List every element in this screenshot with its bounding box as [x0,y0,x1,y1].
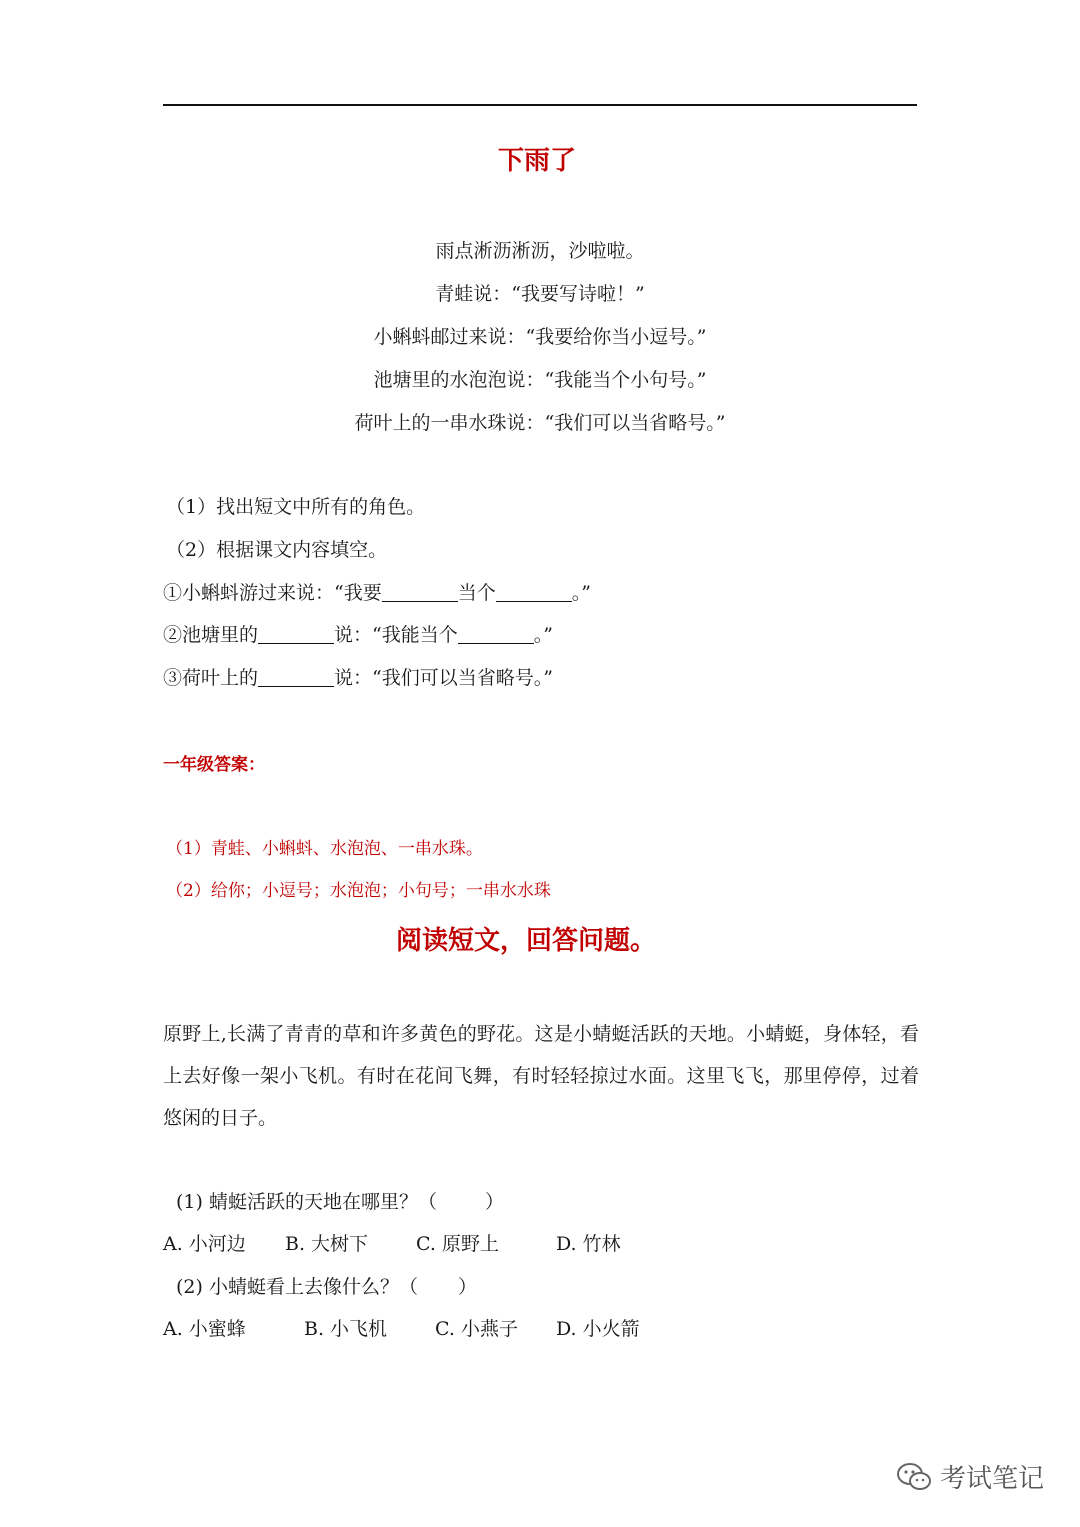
blank [258,667,334,687]
poem-line: 青蛙说：“我要写诗啦！” [435,283,645,305]
wechat-icon [896,1462,932,1492]
fill-line-2 [163,620,553,647]
question-text: (2) 小蜻蜓看上去像什么？（ [176,1276,418,1298]
fill-text: 当个 [457,582,496,604]
option-b: B. 小飞机 [304,1318,388,1340]
answer-1: （1）青蛙、小蝌蚪、水泡泡、一串水珠。 [166,839,483,859]
header-rule [163,104,917,106]
option-d: D. 竹林 [556,1233,621,1255]
fill-text: 说：“我能当个 [334,624,458,646]
reading-question-1 [176,1187,504,1214]
option-a: A. 小河边 [163,1233,246,1255]
fill-line-1 [163,578,591,605]
option-c: C. 小燕子 [435,1318,518,1340]
option-d: D. 小火箭 [556,1318,640,1340]
blank [458,624,534,644]
question-close: ） [484,1191,504,1213]
reading-passage: 原野上,长满了青青的草和许多黄色的野花。这是小蜻蜓活跃的天地。小蜻蜓，身体轻，看上去好像一架小飞机。有时在花间飞舞，有时轻轻掠过水面。这里飞飞，那里停停，过着悠闲的日子。 [163,1023,919,1129]
question-2: （2）根据课文内容填空。 [166,539,388,561]
blank [496,582,572,602]
blank [258,624,334,644]
poem-line: 池塘里的水泡泡说：“我能当个小句号。” [373,369,707,391]
poem-title: 下雨了 [498,146,577,176]
answer-2: （2）给你；小逗号；水泡泡；小句号；一串水水珠 [166,881,551,901]
fill-text: ③荷叶上的 [163,667,259,689]
question-1: （1）找出短文中所有的角色。 [166,496,426,518]
option-a: A. 小蜜蜂 [163,1318,246,1340]
reading-question-2 [176,1272,477,1299]
fill-text: 。” [533,624,553,646]
poem-line: 荷叶上的一串水珠说：“我们可以当省略号。” [354,412,726,434]
option-c: C. 原野上 [416,1233,499,1255]
question-text: (1) 蜻蜓活跃的天地在哪里？（ [176,1191,437,1213]
fill-text: 。” [571,582,591,604]
fill-text: ②池塘里的 [163,624,259,646]
poem-line: 雨点淅沥淅沥，沙啦啦。 [435,240,645,262]
reading-title: 阅读短文，回答问题。 [396,926,657,956]
watermark-text: 考试笔记 [940,1464,1045,1494]
question-close: ） [457,1276,477,1298]
fill-text: ①小蝌蚪游过来说：“我要 [163,582,382,604]
poem-line: 小蝌蚪邮过来说：“我要给你当小逗号。” [373,326,707,348]
blank [382,582,458,602]
watermark [896,1458,1044,1495]
fill-line-3 [163,663,553,690]
fill-text: 说：“我们可以当省略号。” [334,667,553,689]
option-b: B. 大树下 [285,1233,369,1255]
answer-label: 一年级答案： [163,755,265,775]
